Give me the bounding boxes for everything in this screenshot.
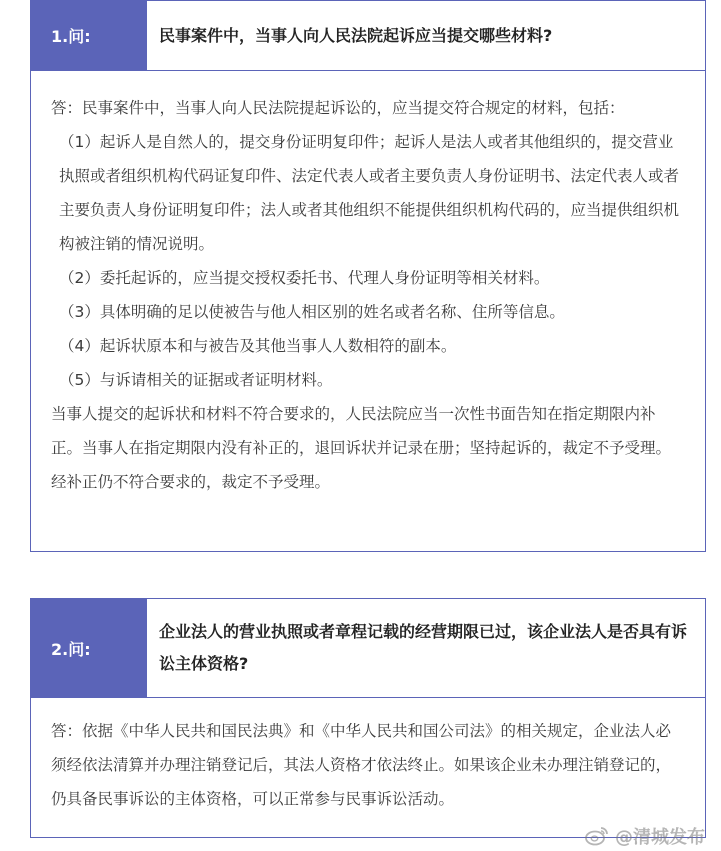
answer-list-item: （5）与诉请相关的证据或者证明材料。 xyxy=(59,371,333,389)
question-number-2: 2.问: xyxy=(31,599,147,697)
watermark xyxy=(585,823,705,849)
answer-paragraph: 答：民事案件中，当事人向人民法院提起诉讼的，应当提交符合规定的材料，包括： xyxy=(51,99,625,117)
question-number-1: 1.问: xyxy=(31,1,147,70)
answer-list-item: （3）具体明确的足以使被告与他人相区别的姓名或者名称、住所等信息。 xyxy=(59,303,565,321)
answer-body-1 xyxy=(31,71,705,517)
answer-list-item: （1）起诉人是自然人的，提交身份证明复印件；起诉人是法人或者其他组织的，提交营业执照或者组织机构代码证复印件、法定代表人或者主要负责人身份证明书、法定代表人或者主要负责人身份证明复印件；法人或者其他组织不能提供组织机构代码的，应当提供组织机构被注销的情况说明。 xyxy=(59,133,680,253)
answer-paragraph: 当事人提交的起诉状和材料不符合要求的，人民法院应当一次性书面告知在指定期限内补正。当事人在指定期限内没有补正的，退回诉状并记录在册；坚持起诉的，裁定不予受理。经补正仍不符合要求的，裁定不予受理。 xyxy=(51,405,672,491)
watermark-text: @清城发布 xyxy=(615,827,705,848)
answer-list-item: （2）委托起诉的，应当提交授权委托书、代理人身份证明等相关材料。 xyxy=(59,269,550,287)
question-title-2: 企业法人的营业执照或者章程记载的经营期限已过，该企业法人是否具有诉讼主体资格? xyxy=(147,599,705,697)
answer-list-item: （4）起诉状原本和与被告及其他当事人人数相符的副本。 xyxy=(59,337,457,355)
weibo-icon xyxy=(585,826,609,846)
question-header-1 xyxy=(31,1,705,71)
answer-paragraph: 答：依据《中华人民共和国民法典》和《中华人民共和国公司法》的相关规定，企业法人必须经依法清算并办理注销登记后，其法人资格才依法终止。如果该企业未办理注销登记的，仍具备民事诉讼的主体资格，可以正常参与民事诉讼活动。 xyxy=(51,722,672,808)
qa-card-1 xyxy=(30,0,706,552)
question-title-1: 民事案件中，当事人向人民法院起诉应当提交哪些材料? xyxy=(147,1,705,70)
answer-body-2 xyxy=(31,698,705,834)
qa-card-2 xyxy=(30,598,706,838)
question-header-2 xyxy=(31,599,705,698)
